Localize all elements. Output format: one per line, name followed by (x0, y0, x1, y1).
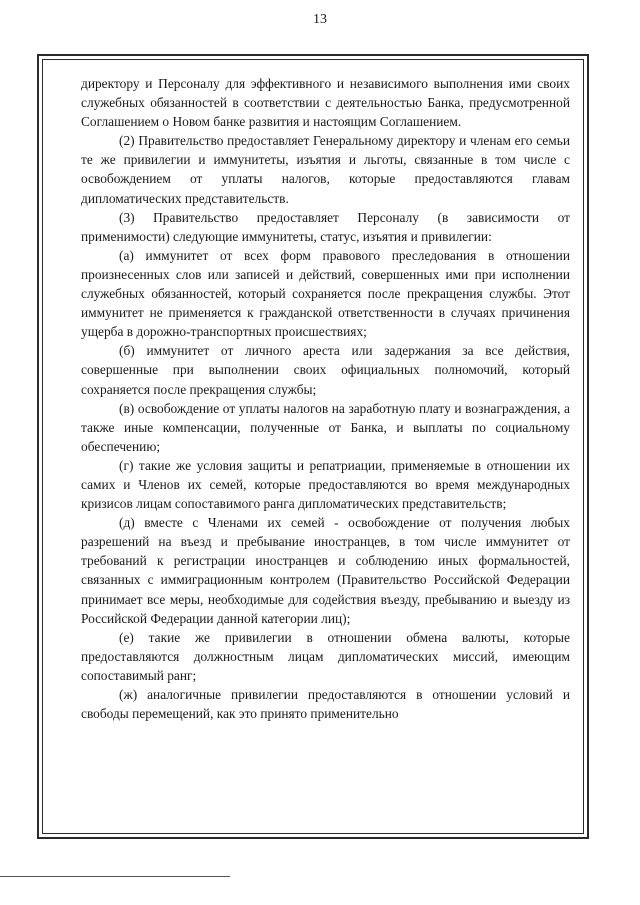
paragraph-item-a: (а) иммунитет от всех форм правового преследования в отношении произнесенных слов или записей и действий, совершенных ими при исполнении служебных обязанностей, который сохраняется после прекращения службы. Этот иммунитет не применяется к гражданской ответственности в случаях причинения ущерба в дорожно-транспортных происшествиях; (81, 247, 570, 340)
paragraph-item-b: (б) иммунитет от личного ареста или задержания за все действия, совершенные при выполнении своих официальных полномочий, который сохраняется после прекращения службы; (81, 343, 570, 397)
page-number: 13 (313, 12, 327, 27)
paragraph-item-d: (д) вместе с Членами их семей - освобождение от получения любых разрешений на въезд и пребывание иностранцев, в том числе иммунитет от требований к регистрации иностранцев и соблюдению иных формальностей, связанных с иммиграционным контролем (Правительство Российской Федерации принимает все меры, необходимые для содействия въезду, пребыванию и выезду из Российской Федерации данной категории лиц); (81, 515, 570, 626)
paragraph-clause-2: (2) Правительство предоставляет Генеральному директору и членам его семьи те же привилегии и иммунитеты, изъятия и льготы, связанные в том числе с освобождением от уплаты налогов, которые предоставляются главам дипломатических представительств. (81, 133, 570, 206)
document-body (81, 74, 570, 723)
paragraph-item-zh: (ж) аналогичные привилегии предоставляются в отношении условий и свободы перемещений, как это принято применительно (81, 687, 570, 722)
paragraph-item-g: (г) такие же условия защиты и репатриации, применяемые в отношении их самих и Членов их семей, которые предоставляются во время международных кризисов лицам сопоставимого ранга дипломатических представительств; (81, 457, 570, 512)
paragraph-clause-3: (3) Правительство предоставляет Персоналу (в зависимости от применимости) следующие иммунитеты, статус, изъятия и привилегии: (81, 209, 570, 244)
paragraph-continuation: директору и Персоналу для эффективного и независимого выполнения ими своих служебных обязанностей в соответствии с деятельностью Банка, предусмотренной Соглашением о Новом банке развития и настоящим Соглашением. (81, 76, 570, 130)
paragraph-item-v: (в) освобождение от уплаты налогов на заработную плату и вознаграждения, а также иные компенсации, полученные от Банка, и выплаты по социальному обеспечению; (81, 400, 570, 454)
footer-rule (0, 876, 230, 877)
paragraph-item-e: (е) такие же привилегии в отношении обмена валюты, которые предоставляются должностным лицам дипломатических миссий, имеющим сопоставимый ранг; (81, 629, 570, 683)
